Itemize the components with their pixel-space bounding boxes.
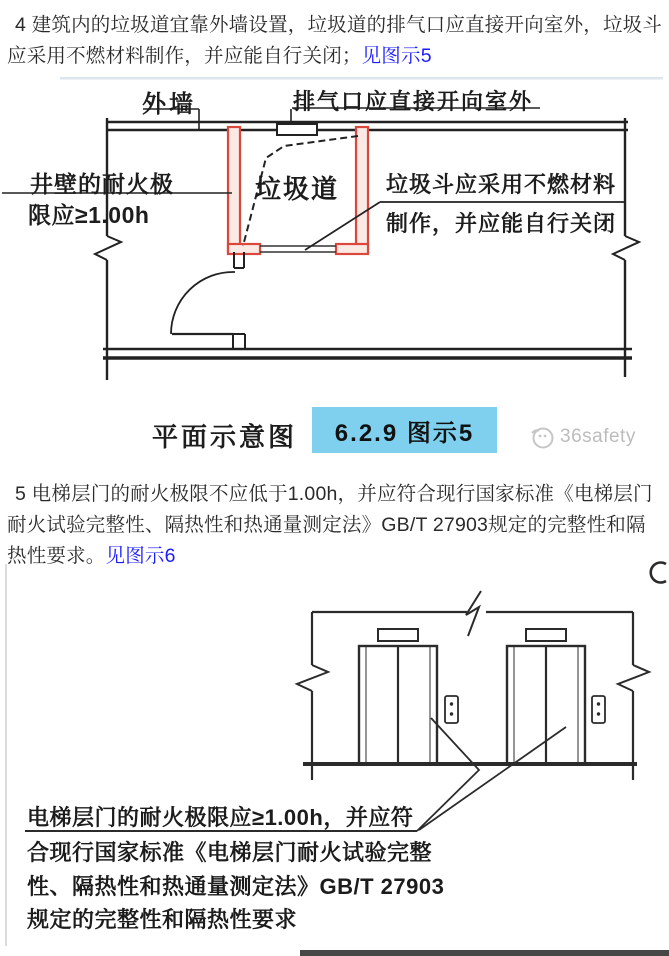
paragraph-item5-text: 5 电梯层门的耐火极限不应低于1.00h，并应符合现行国家标准《电梯层门耐火试验完整性、隔热性和热通量测定法》GB/T 27903规定的完整性和隔热性要求。 <box>7 483 653 567</box>
label-garbage-chute: 垃圾道 <box>255 174 340 204</box>
right-wall-break-icon <box>613 236 639 260</box>
label-hopper-line2: 制作，并应能自行关闭 <box>386 211 617 236</box>
frame-right-break-icon <box>618 665 649 691</box>
figure2-left-edge <box>5 564 7 946</box>
watermark <box>528 423 636 451</box>
indicator-panel-2 <box>526 629 566 641</box>
door-jamb-bottom <box>233 334 245 349</box>
partial-circle-glyph <box>651 563 666 583</box>
hopper-opening-lines <box>260 246 336 252</box>
label-shaft-wall-line1: 井壁的耐火极 <box>30 171 174 197</box>
left-wall-break-icon <box>95 236 121 260</box>
label-hopper-line1: 垃圾斗应采用不燃材料 <box>386 172 617 197</box>
label-shaft-wall-line2: 限应≥1.00h <box>28 202 150 228</box>
call-button-panel-2 <box>592 696 605 723</box>
figure1-top-edge <box>60 77 663 80</box>
note-leader-door1 <box>417 718 479 831</box>
figure1-caption: 平面示意图 <box>152 422 298 452</box>
frame-left-break-icon <box>297 665 328 691</box>
elevator-note-line4: 规定的完整性和隔热性要求 <box>27 907 298 932</box>
paragraph-item4-text: 4 建筑内的垃圾道宜靠外墙设置，垃圾道的排气口应直接开向室外，垃圾斗应采用不燃材料制作，并应能自行关闭； <box>7 14 663 67</box>
watermark-text: 36safety <box>560 426 636 447</box>
bottom-cropped-bar <box>300 950 669 956</box>
call-button-panel-1 <box>445 696 458 723</box>
elevator-door-1 <box>359 629 458 764</box>
label-vent: 排气口应直接开向室外 <box>293 89 534 114</box>
vent-rect <box>277 124 317 135</box>
elevator-door-2 <box>507 629 605 764</box>
frame-top-break-icon <box>466 591 481 636</box>
see-figure-6-link[interactable]: 见图示6 <box>105 545 176 567</box>
indicator-panel-1 <box>378 629 418 641</box>
note-leader-door2 <box>419 727 566 830</box>
watermark-logo-icon <box>528 423 556 451</box>
see-figure-5-link[interactable]: 见图示5 <box>361 45 432 67</box>
elevator-note-line2: 合现行国家标准《电梯层门耐火试验完整 <box>27 840 433 865</box>
figure-tag-badge: 6.2.9 图示5 <box>312 407 497 453</box>
elevator-note-line1: 电梯层门的耐火极限应≥1.00h，并应符 <box>27 805 414 830</box>
door-swing-arc <box>171 272 235 334</box>
label-exterior-wall: 外墙 <box>142 91 196 118</box>
elevator-note-line3: 性、隔热性和热通量测定法》GB/T 27903 <box>27 874 445 899</box>
